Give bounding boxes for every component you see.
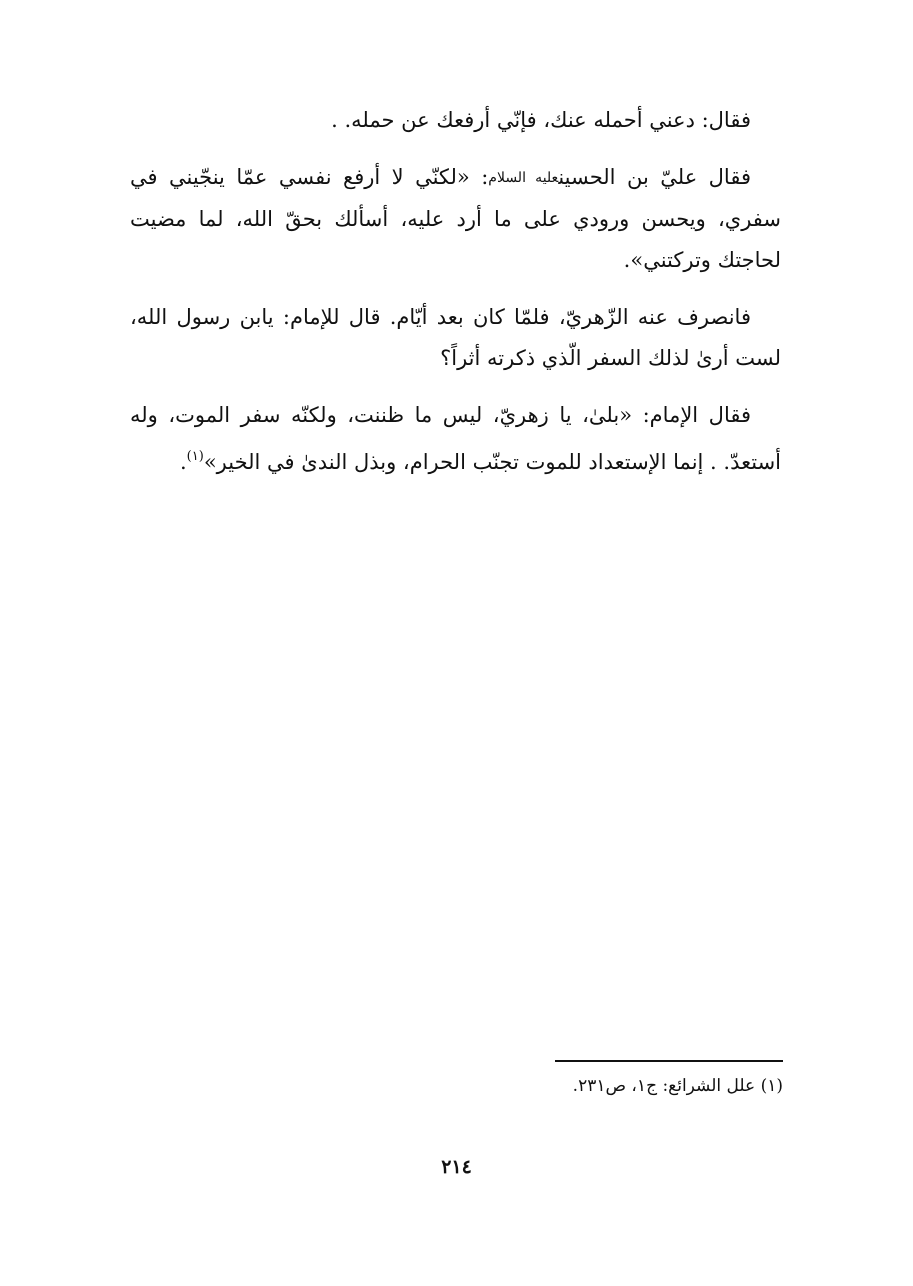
paragraph-2 (130, 157, 781, 281)
paragraph-2-speaker: فقال عليّ بن الحسين (558, 165, 751, 189)
paragraph-3 (130, 297, 781, 379)
paragraph-4-end: . (179, 450, 187, 474)
paragraph-3-text: فانصرف عنه الزّهريّ، فلمّا كان بعد أيّام. قال للإمام: يابن رسول الله، لست أرىٰ لذلك السفر الّذي ذكرته أثراً؟ (130, 305, 781, 370)
footnote-text: (١) علل الشرائع: ج١، ص٢٣١. (572, 1076, 783, 1096)
page-number: ٢١٤ (441, 1156, 472, 1178)
paragraph-1-text: فقال: دعني أحمله عنك، فإنّي أرفعك عن حمله. . (331, 108, 751, 132)
paragraph-2-text: : «لكنّي لا أرفع نفسي عمّا ينجّيني في سفري، ويحسن ورودي على ما أرد عليه، أسألك بحقّ الله، لما مضيت لحاجتك وتركتني». (130, 165, 781, 272)
paragraph-4 (130, 395, 781, 483)
honorific-glyph: عليه السلام (488, 170, 559, 186)
footnote-divider (555, 1060, 783, 1062)
footnote-reference[interactable]: (١) (186, 449, 204, 464)
paragraph-1 (130, 100, 781, 141)
main-text (130, 100, 781, 499)
paragraph-4-text: فقال الإمام: «بلىٰ، يا زهريّ، ليس ما ظننت، ولكنّه سفر الموت، وله أستعدّ. . إنما الإستعداد للموت تجنّب الحرام، وبذل الندىٰ في الخير» (130, 403, 781, 474)
footnote (130, 1070, 783, 1102)
